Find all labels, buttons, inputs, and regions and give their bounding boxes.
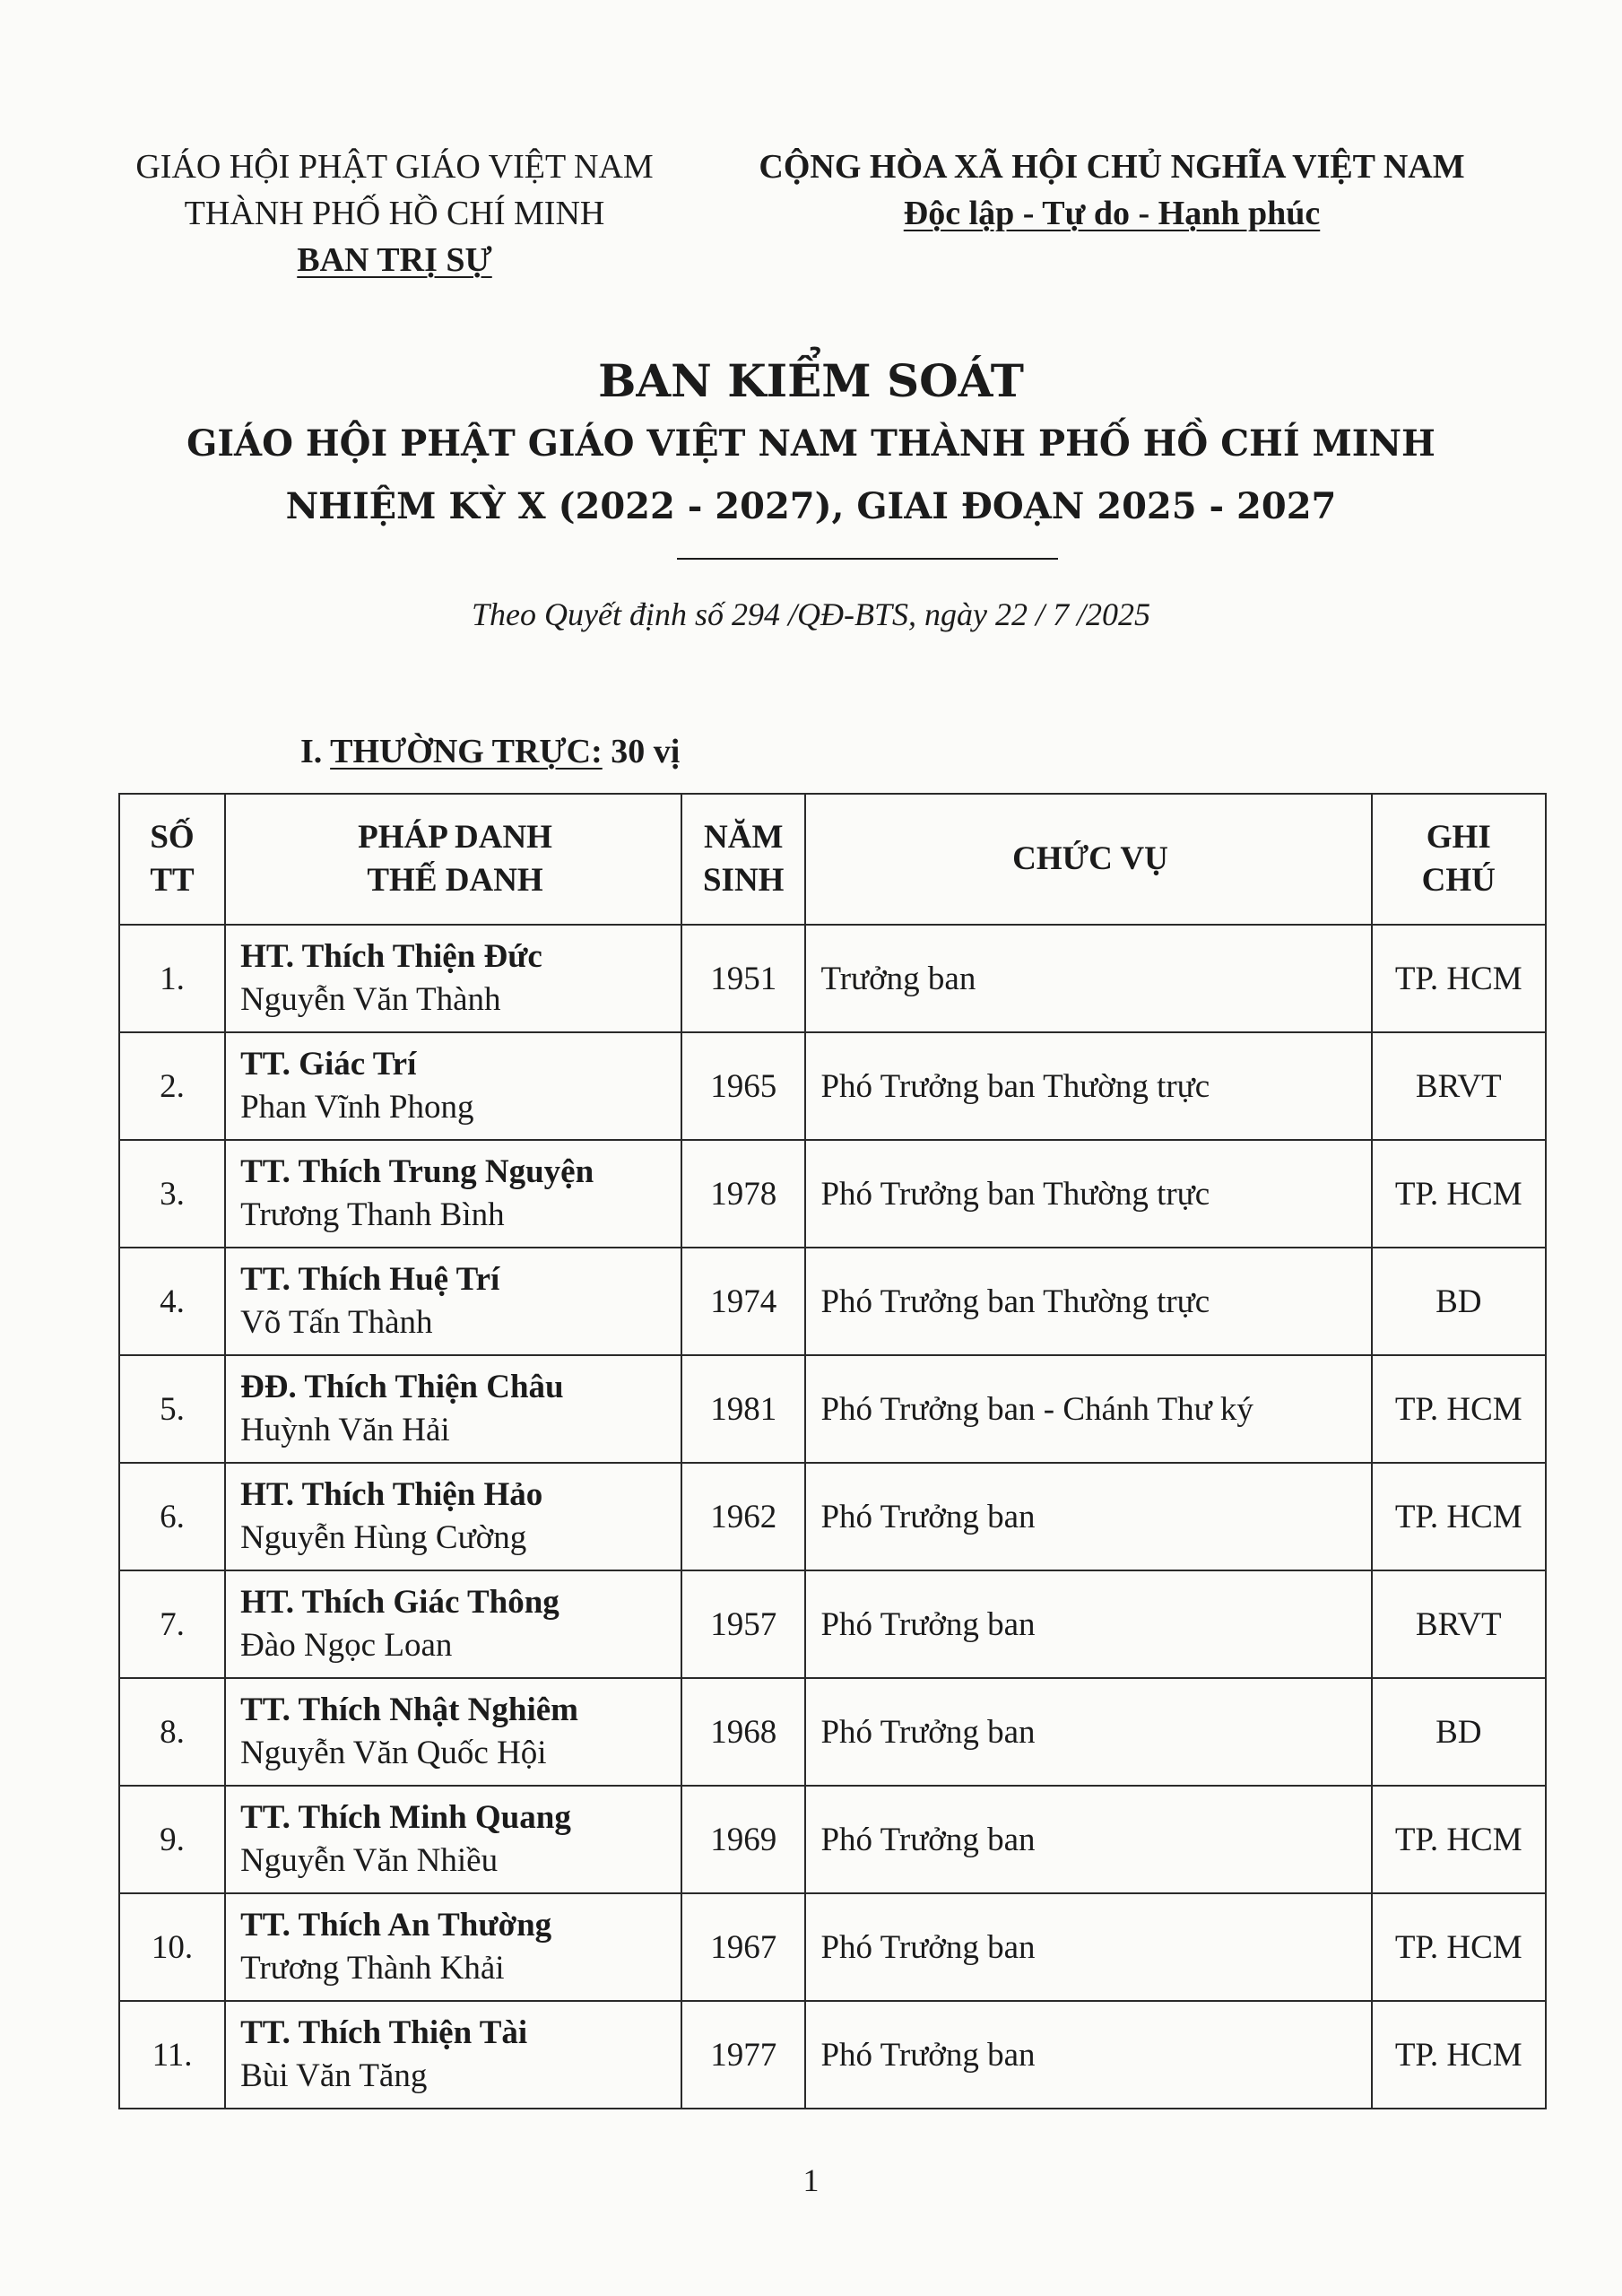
header-name: PHÁP DANH THẾ DANH	[225, 794, 681, 925]
secular-name: Võ Tấn Thành	[240, 1304, 433, 1341]
row-name-cell	[225, 1355, 681, 1463]
dharma-name: HT. Thích Thiện Hảo	[240, 1476, 543, 1513]
header-no: SỐ TT	[119, 794, 225, 925]
title-line-1: BAN KIỂM SOÁT	[598, 354, 1024, 407]
note: TP. HCM	[1372, 1786, 1546, 1893]
row-number: 10.	[119, 1893, 225, 2001]
birth-year: 1977	[681, 2001, 805, 2109]
national-motto-text: Độc lập - Tự do - Hạnh phúc	[903, 195, 1321, 232]
position: Phó Trưởng ban	[805, 1786, 1371, 1893]
secular-name: Đào Ngọc Loan	[240, 1627, 453, 1664]
decision-reference: Theo Quyết định số 294 /QĐ-BTS, ngày 22 / 7 /2025	[472, 596, 1150, 632]
dharma-name: TT. Thích Huệ Trí	[240, 1261, 500, 1298]
national-line-1: CỘNG HÒA XÃ HỘI CHỦ NGHĨA VIỆT NAM	[759, 148, 1465, 186]
secular-name: Nguyễn Hùng Cường	[240, 1519, 527, 1556]
dharma-name: TT. Thích Nhật Nghiêm	[240, 1692, 578, 1728]
row-number: 5.	[119, 1355, 225, 1463]
document-title	[0, 350, 1622, 538]
page-number: 1	[802, 2162, 820, 2198]
birth-year: 1968	[681, 1678, 805, 1786]
row-number: 6.	[119, 1463, 225, 1570]
dharma-name: TT. Thích Trung Nguyện	[240, 1153, 594, 1190]
row-number: 1.	[119, 925, 225, 1032]
table-row	[119, 1570, 1546, 1678]
position: Phó Trưởng ban Thường trực	[805, 1140, 1371, 1248]
row-number: 7.	[119, 1570, 225, 1678]
position: Phó Trưởng ban Thường trực	[805, 1032, 1371, 1140]
section-prefix: I.	[300, 733, 331, 770]
birth-year: 1981	[681, 1355, 805, 1463]
birth-year: 1974	[681, 1248, 805, 1355]
secular-name: Nguyễn Văn Quốc Hội	[240, 1735, 547, 1771]
position: Phó Trưởng ban Thường trực	[805, 1248, 1371, 1355]
table-row	[119, 925, 1546, 1032]
note: TP. HCM	[1372, 1893, 1546, 2001]
header-year: NĂM SINH	[681, 794, 805, 925]
dharma-name: HT. Thích Thiện Đức	[240, 938, 542, 975]
secular-name: Phan Vĩnh Phong	[240, 1089, 474, 1126]
table-header-row	[119, 794, 1546, 925]
row-name-cell	[225, 1248, 681, 1355]
dharma-name: TT. Thích Thiện Tài	[240, 2014, 528, 2051]
section-count: 30 vị	[602, 733, 681, 770]
secular-name: Nguyễn Văn Thành	[240, 981, 501, 1018]
secular-name: Trương Thanh Bình	[240, 1196, 505, 1233]
national-motto	[744, 190, 1479, 237]
note: TP. HCM	[1372, 925, 1546, 1032]
position: Phó Trưởng ban - Chánh Thư ký	[805, 1355, 1371, 1463]
note: TP. HCM	[1372, 1355, 1546, 1463]
dharma-name: TT. Giác Trí	[240, 1046, 417, 1083]
issuer-line-1: GIÁO HỘI PHẬT GIÁO VIỆT NAM	[135, 148, 654, 186]
issuer-dept: BAN TRỊ SỰ	[297, 241, 492, 279]
section-heading	[300, 728, 680, 775]
secular-name: Trương Thành Khải	[240, 1950, 505, 1987]
row-number: 11.	[119, 2001, 225, 2109]
table-row	[119, 1463, 1546, 1570]
table-body	[119, 925, 1546, 2109]
note: BD	[1372, 1248, 1546, 1355]
row-name-cell	[225, 2001, 681, 2109]
title-line-3: NHIỆM KỲ X (2022 - 2027), GIAI ĐOẠN 2025 - 2027	[285, 485, 1337, 527]
position: Phó Trưởng ban	[805, 1893, 1371, 2001]
table-row	[119, 1786, 1546, 1893]
birth-year: 1978	[681, 1140, 805, 1248]
note: TP. HCM	[1372, 2001, 1546, 2109]
row-number: 4.	[119, 1248, 225, 1355]
dharma-name: TT. Thích Minh Quang	[240, 1799, 571, 1836]
row-name-cell	[225, 1893, 681, 2001]
row-number: 3.	[119, 1140, 225, 1248]
row-name-cell	[225, 1570, 681, 1678]
row-number: 9.	[119, 1786, 225, 1893]
dharma-name: HT. Thích Giác Thông	[240, 1584, 559, 1621]
table-row	[119, 1140, 1546, 1248]
note: BRVT	[1372, 1032, 1546, 1140]
row-name-cell	[225, 1140, 681, 1248]
row-name-cell	[225, 1032, 681, 1140]
note: BRVT	[1372, 1570, 1546, 1678]
position: Trưởng ban	[805, 925, 1371, 1032]
secular-name: Bùi Văn Tăng	[240, 2057, 428, 2094]
birth-year: 1969	[681, 1786, 805, 1893]
row-number: 8.	[119, 1678, 225, 1786]
row-name-cell	[225, 1678, 681, 1786]
table-row	[119, 1893, 1546, 2001]
title-line-2: GIÁO HỘI PHẬT GIÁO VIỆT NAM THÀNH PHỐ HỒ CHÍ MINH	[186, 422, 1436, 465]
table-row	[119, 2001, 1546, 2109]
position: Phó Trưởng ban	[805, 1570, 1371, 1678]
row-name-cell	[225, 925, 681, 1032]
row-number: 2.	[119, 1032, 225, 1140]
table-row	[119, 1032, 1546, 1140]
row-name-cell	[225, 1786, 681, 1893]
position: Phó Trưởng ban	[805, 1463, 1371, 1570]
birth-year: 1957	[681, 1570, 805, 1678]
table-row	[119, 1678, 1546, 1786]
secular-name: Nguyễn Văn Nhiều	[240, 1842, 499, 1879]
section-label: THƯỜNG TRỰC:	[330, 733, 603, 770]
national-header	[744, 144, 1479, 237]
note: BD	[1372, 1678, 1546, 1786]
position: Phó Trưởng ban	[805, 1678, 1371, 1786]
table-row	[119, 1355, 1546, 1463]
header-note: GHI CHÚ	[1372, 794, 1546, 925]
dharma-name: ĐĐ. Thích Thiện Châu	[240, 1369, 564, 1405]
issuer-line-3	[126, 237, 664, 283]
birth-year: 1951	[681, 925, 805, 1032]
birth-year: 1967	[681, 1893, 805, 2001]
issuer-header	[126, 144, 664, 283]
dharma-name: TT. Thích An Thường	[240, 1907, 552, 1944]
title-divider	[677, 558, 1058, 560]
row-name-cell	[225, 1463, 681, 1570]
issuer-line-2: THÀNH PHỐ HỒ CHÍ MINH	[184, 195, 605, 232]
header-position: CHỨC VỤ	[805, 794, 1371, 925]
secular-name: Huỳnh Văn Hải	[240, 1412, 450, 1448]
member-table	[118, 793, 1547, 2109]
note: TP. HCM	[1372, 1463, 1546, 1570]
table-row	[119, 1248, 1546, 1355]
note: TP. HCM	[1372, 1140, 1546, 1248]
position: Phó Trưởng ban	[805, 2001, 1371, 2109]
birth-year: 1965	[681, 1032, 805, 1140]
birth-year: 1962	[681, 1463, 805, 1570]
